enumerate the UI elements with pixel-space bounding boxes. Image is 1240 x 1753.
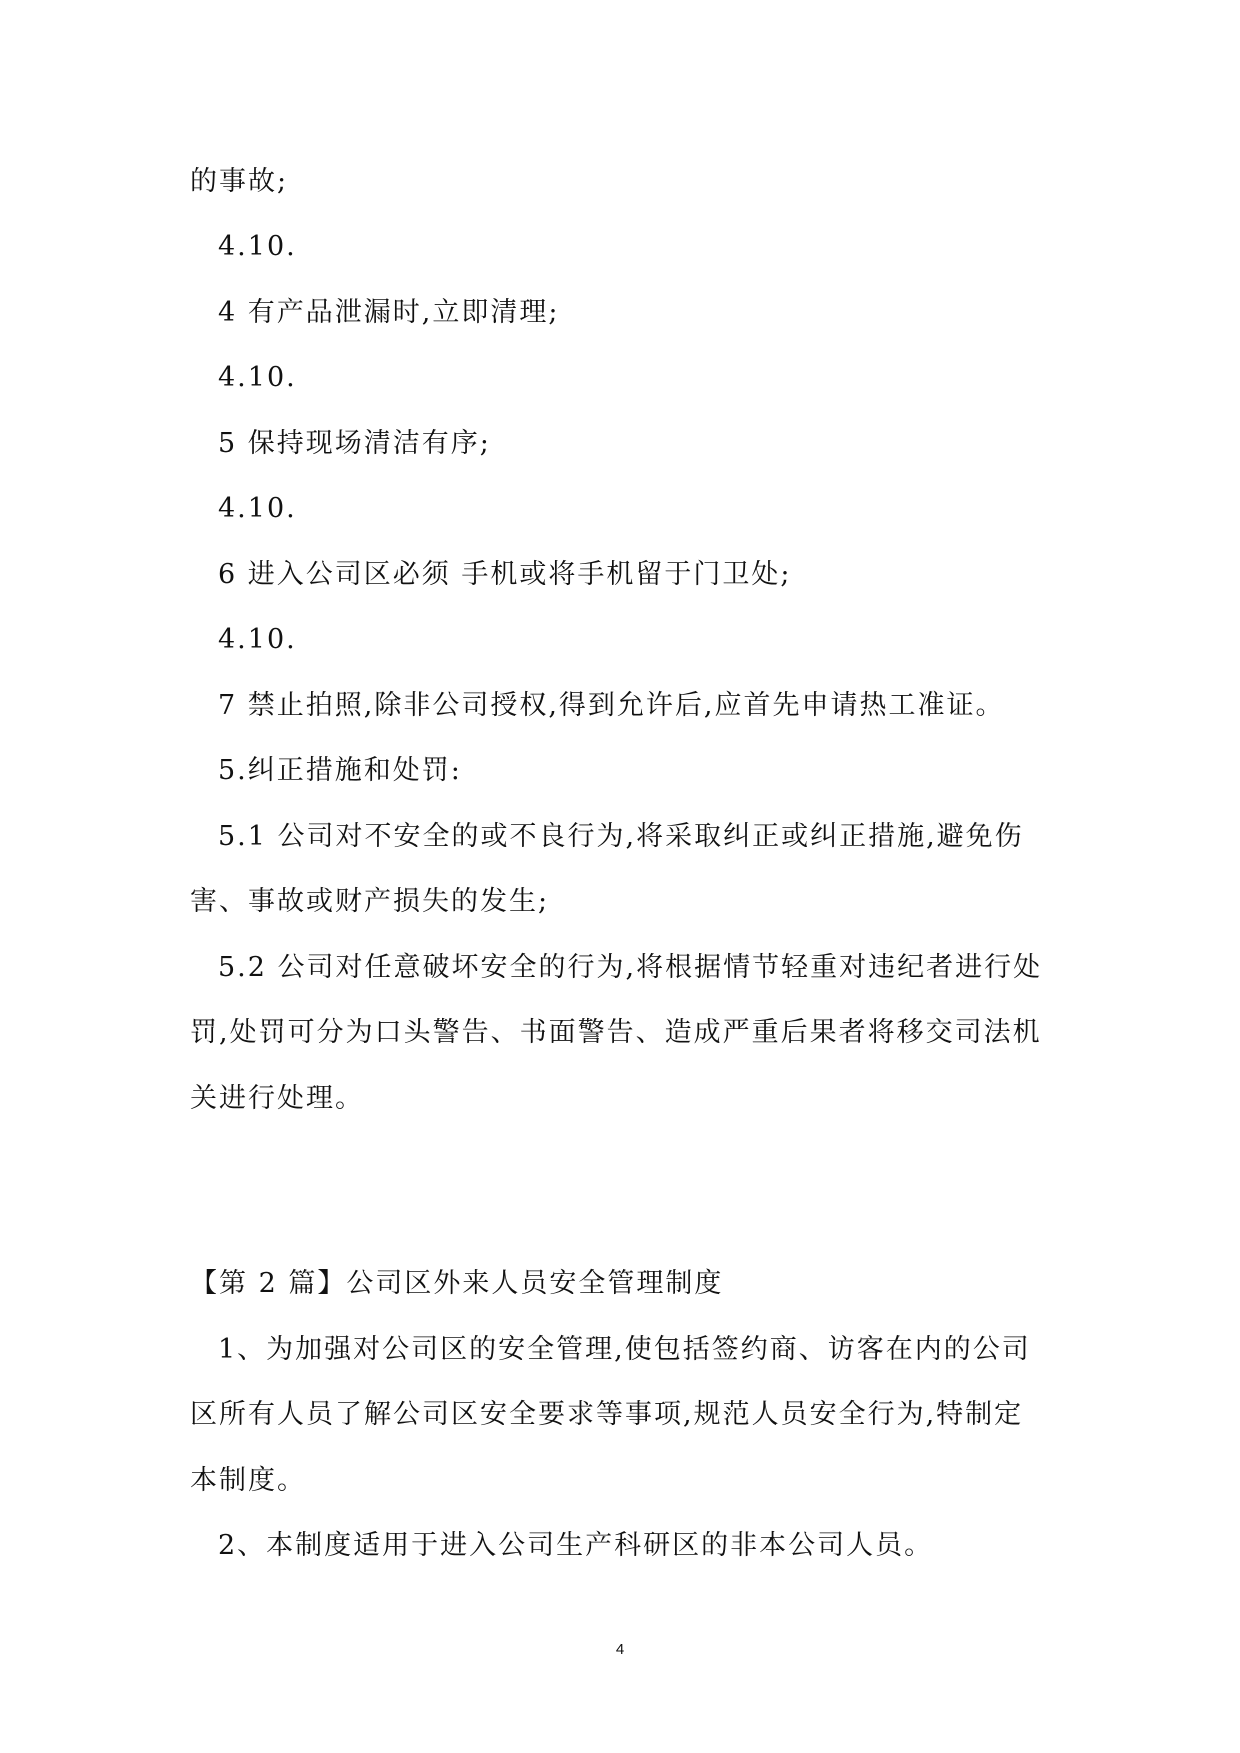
text-line: 本制度。	[190, 1465, 306, 1496]
text-line: 害、事故或财产损失的发生;	[190, 886, 550, 917]
text-line: 6 进入公司区必须 手机或将手机留于门卫处;	[218, 559, 792, 590]
text-line: 关进行处理。	[190, 1083, 364, 1114]
text-line: 罚,处罚可分为口头警告、书面警告、造成严重后果者将移交司法机	[190, 1017, 1042, 1048]
text-line: 5.2 公司对任意破坏安全的行为,将根据情节轻重对违纪者进行处	[218, 952, 1043, 983]
text-line: 4.10.	[218, 231, 297, 262]
text-line: 的事故;	[190, 166, 289, 197]
chapter-title: 【第 2 篇】公司区外来人员安全管理制度	[190, 1268, 724, 1299]
page-number: 4	[615, 1641, 625, 1658]
text-line: 4 有产品泄漏时,立即清理;	[218, 297, 560, 328]
section-heading: 5.纠正措施和处罚:	[218, 755, 462, 786]
text-line: 7 禁止拍照,除非公司授权,得到允许后,应首先申请热工准证。	[218, 690, 1005, 721]
text-line: 5.1 公司对不安全的或不良行为,将采取纠正或纠正措施,避免伤	[218, 821, 1024, 852]
text-line: 2、本制度适用于进入公司生产科研区的非本公司人员。	[218, 1530, 934, 1561]
text-line: 区所有人员了解公司区安全要求等事项,规范人员安全行为,特制定	[190, 1399, 1024, 1430]
text-line: 4.10.	[218, 362, 297, 393]
text-line: 4.10.	[218, 624, 297, 655]
text-line: 5 保持现场清洁有序;	[218, 428, 491, 459]
text-line: 1、为加强对公司区的安全管理,使包括签约商、访客在内的公司	[218, 1334, 1031, 1365]
text-line: 4.10.	[218, 493, 297, 524]
